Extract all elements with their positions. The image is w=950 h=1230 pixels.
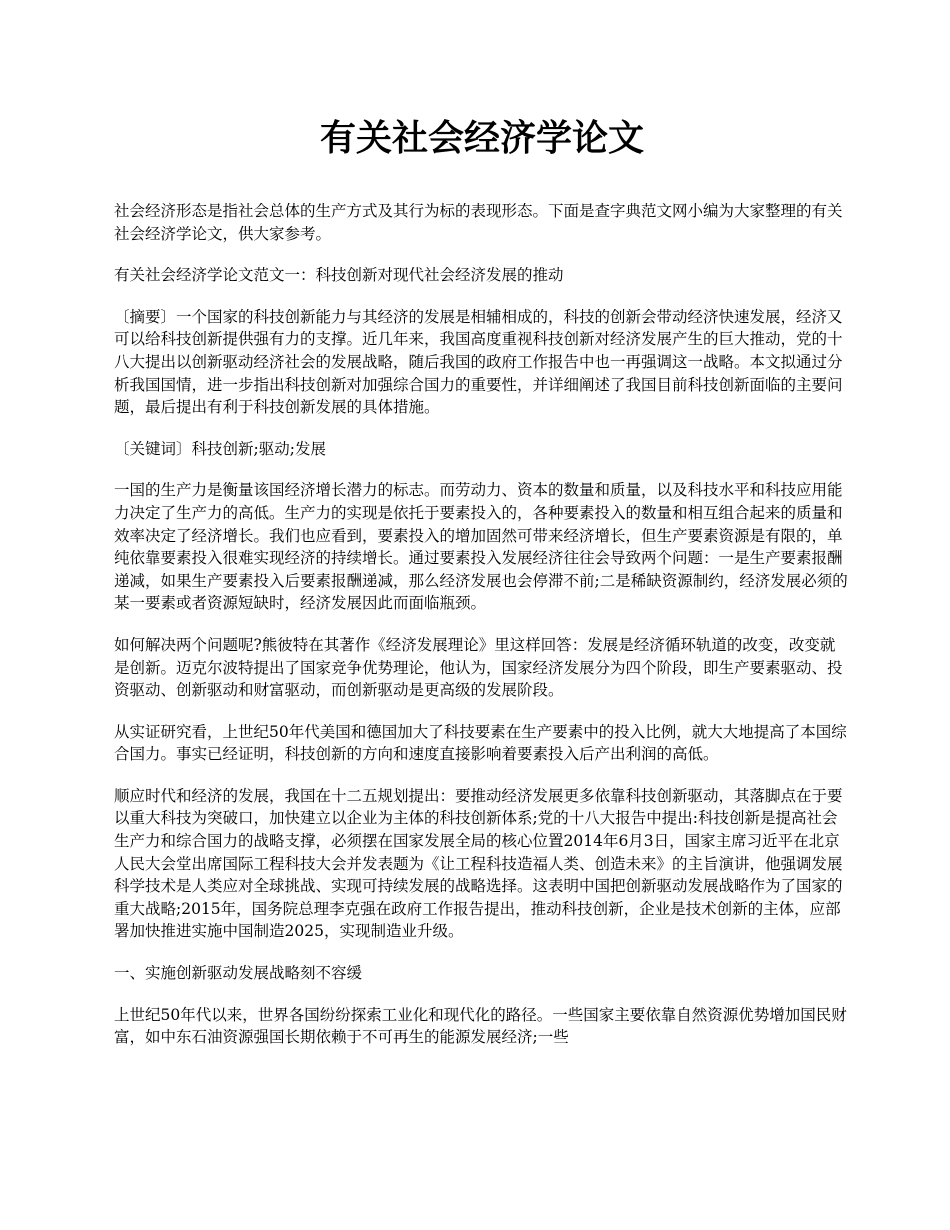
document-title: 有关社会经济学论文 [319, 117, 644, 159]
body-paragraph: 从实证研究看，上世纪50年代美国和德国加大了科技要素在生产要素中的投入比例，就大大地提高了本国综合国力。事实已经证明，科技创新的方向和速度直接影响着要素投入后产出利润的高低。 [114, 722, 847, 764]
document-page [114, 108, 850, 1068]
article-heading: 有关社会经济学论文范文一：科技创新对现代社会经济发展的推动 [114, 266, 564, 285]
section-heading: 一、实施创新驱动发展战略刻不容缓 [114, 964, 363, 983]
intro-paragraph: 社会经济形态是指社会总体的生产方式及其行为标的表现形态。下面是查字典范文网小编为大家整理的有关社会经济学论文，供大家参考。 [114, 202, 843, 243]
abstract-paragraph: 〔摘要〕一个国家的科技创新能力与其经济的发展是相辅相成的，科技的创新会带动经济快速发展，经济又可以给科技创新提供强有力的支撑。近几年来，我国高度重视科技创新对经济发展产生的巨大推动，党的十八大提出以创新驱动经济社会的发展战略，随后我国的政府工作报告中也一再强调这一战略。本文拟通过分析我国国情，进一步指出科技创新对加强综合国力的重要性，并详细阐述了我国目前科技创新面临的主要问题，最后提出有利于科技创新发展的具体措施。 [114, 307, 843, 417]
body-paragraph: 顺应时代和经济的发展，我国在十二五规划提出：要推动经济发展更多依靠科技创新驱动，其落脚点在于要以重大科技为突破口，加快建立以企业为主体的科技创新体系;党的十八大报告中提出:科技创新是提高社会生产力和综合国力的战略支撑，必须摆在国家发展全局的核心位置2014年6月3日，国家主席习近平在北京人民大会堂出席国际工程科技大会并发表题为《让工程科技造福人类、创造未来》的主旨演讲，他强调发展科学技术是人类应对全球挑战、实现可持续发展的战略选择。这表明中国把创新驱动发展战略作为了国家的重大战略;2015年，国务院总理李克强在政府工作报告提出，推动科技创新，企业是技术创新的主体，应部署加快推进实施中国制造2025，实现制造业升级。 [114, 786, 843, 941]
body-paragraph: 一国的生产力是衡量该国经济增长潜力的标志。而劳动力、资本的数量和质量，以及科技水平和科技应用能力决定了生产力的高低。生产力的实现是依托于要素投入的，各种要素投入的数量和相互组合起来的质量和效率决定了经济增长。我们也应看到，要素投入的增加固然可带来经济增长，但生产要素资源是有限的，单纯依靠要素投入很难实现经济的持续增长。通过要素投入发展经济往往会导致两个问题：一是生产要素报酬递减，如果生产要素投入后要素报酬递减，那么经济发展也会停滞不前;二是稀缺资源制约，经济发展必须的某一要素或者资源短缺时，经济发展因此而面临瓶颈。 [114, 481, 848, 613]
body-paragraph: 上世纪50年代以来，世界各国纷纷探索工业化和现代化的路径。一些国家主要依靠自然资源优势增加国民财富，如中东石油资源强国长期依赖于不可再生的能源发展经济;一些 [114, 1005, 847, 1047]
body-paragraph: 如何解决两个问题呢?熊彼特在其著作《经济发展理论》里这样回答：发展是经济循环轨道的改变，改变就是创新。迈克尔波特提出了国家竞争优势理论，他认为，国家经济发展分为四个阶段，即生产要素驱动、投资驱动、创新驱动和财富驱动，而创新驱动是更高级的发展阶段。 [114, 635, 843, 700]
keywords-paragraph: 〔关键词〕科技创新;驱动;发展 [114, 439, 326, 458]
